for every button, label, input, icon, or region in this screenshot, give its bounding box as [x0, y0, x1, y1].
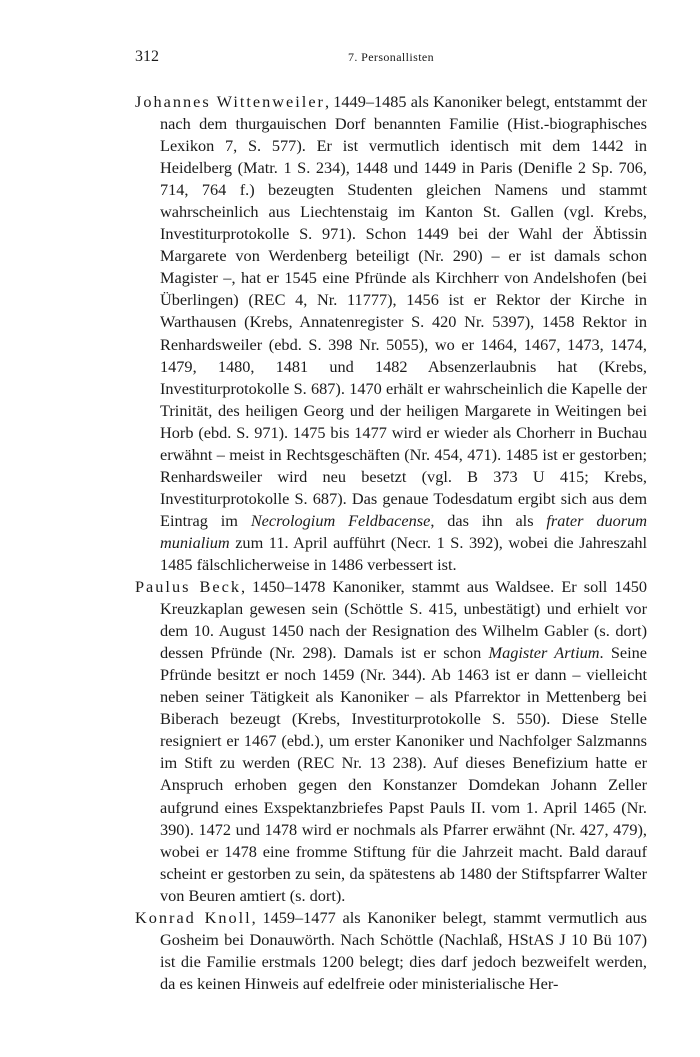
- entry-text: . Seine Pfründe besitzt er noch 1459 (Nr. 344). Ab 1463 ist er dann – vielleicht neben seiner Tätigkeit als Kanoniker – als Pfarrektor in Mettenberg bei Biberach bezeugt (Krebs, Investiturprotokolle S. 550). Diese Stelle resigniert er 1467 (ebd.), um erster Kanoniker und Nachfolger Salzmanns im Stift zu werden (REC Nr. 13 238). Auf dieses Benefizium hatte er Anspruch erhoben gegen den Konstanzer Domdekan Johann Zeller aufgrund eines Exspektanzbriefes Papst Pauls II. vom 1. April 1465 (Nr. 390). 1472 und 1478 wird er nochmals als Pfarrer erwähnt (Nr. 427, 479), wobei er 1478 eine fromme Stiftung für die Jahrzeit macht. Bald darauf scheint er gestorben zu sein, da spätestens ab 1480 der Stiftspfarrer Walter von Beuren amtiert (s. dort).: [160, 643, 648, 905]
- running-head: 7. Personallisten: [347, 50, 435, 64]
- page-header: [135, 48, 647, 70]
- page-body: [135, 91, 647, 995]
- entry-name: Johannes Wittenweiler: [135, 92, 325, 111]
- entry-paulus-beck: [135, 576, 647, 907]
- entry-konrad-knoll: [135, 907, 647, 995]
- entry-text: , 1449–1485 als Kanoniker belegt, entstammt der nach dem thurgauischen Dorf benannten Familie (Hist.-biographisches Lexikon 7, S. 577). Er ist vermutlich identisch mit dem 1442 in Heidelberg (Matr. 1 S. 234), 1448 und 1449 in Paris (Denifle 2 Sp. 706, 714, 764 f.) bezeugten Studenten gleichen Namens und stammt wahrscheinlich aus Liechtenstaig im Kanton St. Gallen (vgl. Krebs, Investiturprotokolle S. 971). Schon 1449 bei der Wahl der Äbtissin Margarete von Werdenberg beteiligt (Nr. 290) – er ist damals schon Magister –, hat er 1545 eine Pfründe als Kirchherr von Andelshofen (bei Überlingen) (REC 4, Nr. 11777), 1456 ist er Rektor der Kirche in Warthausen (Krebs, Annatenregister S. 420 Nr. 5397), 1458 Rektor in Renhardsweiler (ebd. S. 398 Nr. 5055), wo er 1464, 1467, 1473, 1474, 1479, 1480, 1481 und 1482 Absenzerlaubnis hat (Krebs, Investiturprotokolle S. 687). 1470 erhält er wahrscheinlich die Kapelle der Trinität, des heiligen Georg und der heiligen Margarete in Weitingen bei Horb (ebd. S. 971). 1475 bis 1477 wird er wieder als Chorherr in Buchau erwähnt – meist in Rechtsgeschäften (Nr. 454, 471). 1485 ist er gestorben; Renhardsweiler wird neu besetzt (vgl. B 373 U 415; Krebs, Investiturprotokolle S. 687). Das genaue Todesdatum ergibt sich aus dem Eintrag im: [160, 92, 648, 530]
- entry-name: Paulus Beck: [135, 577, 241, 597]
- italic-phrase: Magister Artium: [488, 643, 600, 663]
- italic-title: Necrologium Feldbacense: [250, 510, 431, 530]
- italic-phrase: frater duorum munialium: [160, 510, 647, 552]
- entry-text: , 1450–1478 Kanoniker, stammt aus Waldsee. Er soll 1450 Kreuzkaplan gewesen sein (Schöttle S. 415, unbestätigt) und erhielt vor dem 10. August 1450 nach der Resignation des Wilhelm Gabler (s. dort) dessen Pfründe (Nr. 298). Damals ist er schon: [160, 577, 647, 663]
- entry-text: , das ihn als: [430, 510, 547, 530]
- entry-johannes-wittenweiler: [135, 91, 647, 576]
- entry-text: , 1459–1477 als Kanoniker belegt, stammt vermutlich aus Gosheim bei Donauwörth. Nach Schöttle (Nachlaß, HStAS J 10 Bü 107) ist die Familie erstmals 1200 belegt; dies darf jedoch bezweifelt werden, da es keinen Hinweis auf edelfreie oder ministerialische Her-: [160, 907, 648, 993]
- entry-text: zum 11. April aufführt (Necr. 1 S. 392), wobei die Jahreszahl 1485 fälschlicherweise in 1486 verbessert ist.: [160, 532, 647, 574]
- page-number: 312: [135, 48, 159, 65]
- entry-name: Konrad Knoll: [135, 907, 252, 927]
